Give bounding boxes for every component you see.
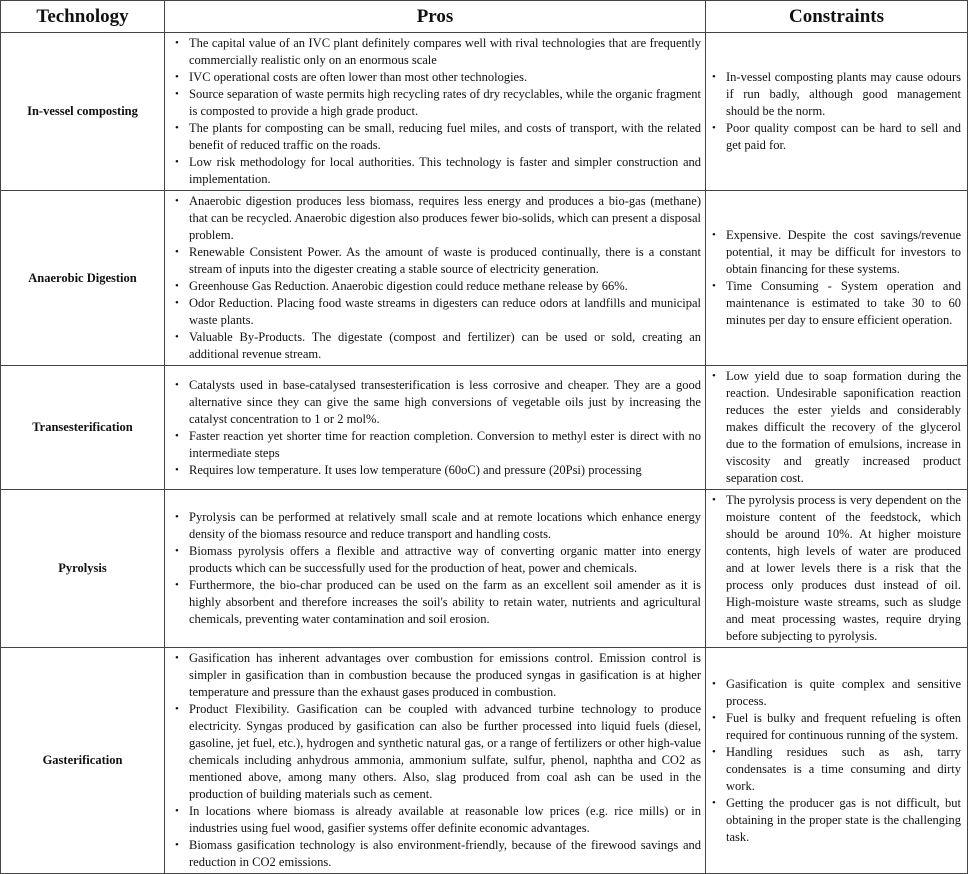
list-item: • Getting the producer gas is not difficult, but obtaining in the proper state is the challenging task.: [712, 795, 961, 846]
list-item: • Low risk methodology for local authorities. This technology is faster and simpler construction and implementation.: [175, 154, 701, 188]
list-item: • Furthermore, the bio-char produced can be used on the farm as an excellent soil amender as it is highly absorbent and therefore increases the soil's ability to retain water, nutrients and agricultural chemicals, preventing water contamination and soil erosion.: [175, 577, 701, 628]
list-item: • Time Consuming - System operation and maintenance is estimated to take 30 to 60 minutes per day to ensure efficient operation.: [712, 278, 961, 329]
constraints-list: [706, 490, 967, 647]
list-item: • Greenhouse Gas Reduction. Anaerobic digestion could reduce methane release by 66%.: [175, 278, 701, 295]
constraints-cell: [706, 33, 968, 191]
pros-cell: [165, 191, 706, 366]
list-item: • Source separation of waste permits high recycling rates of dry recyclables, while the organic fragment is composted to provide a high grade product.: [175, 86, 701, 120]
list-item: • IVC operational costs are often lower than most other technologies.: [175, 69, 701, 86]
list-item: • Catalysts used in base-catalysed transesterification is less corrosive and cheaper. They are a good alternative since they can give the same high conversions of vegetable oils just by increasing the catalyst concentration to 1 or 2 mol%.: [175, 377, 701, 428]
table-row: [1, 648, 968, 874]
list-item: • Odor Reduction. Placing food waste streams in digesters can reduce odors at landfills and municipal waste plants.: [175, 295, 701, 329]
table-row: [1, 33, 968, 191]
constraints-list: [706, 366, 967, 489]
list-item: • The pyrolysis process is very dependent on the moisture content of the feedstock, which should be around 10%. At higher moisture contents, high levels of water are produced and at lower levels there is a risk that the process only produces dust instead of oil. High-moisture waste streams, such as sludge and meat processing wastes, require drying before subjecting to pyrolysis.: [712, 492, 961, 645]
pros-list: [165, 507, 705, 630]
constraints-cell: [706, 191, 968, 366]
table-header: [1, 1, 968, 33]
pros-cell: [165, 490, 706, 648]
technology-cell: Transesterification: [1, 366, 165, 490]
header-technology: Technology: [1, 1, 165, 33]
technology-cell: Gasterification: [1, 648, 165, 874]
header-constraints: Constraints: [706, 1, 968, 33]
list-item: • Product Flexibility. Gasification can be coupled with advanced turbine technology to produce electricity. Syngas produced by gasification can also be further processed into liquid fuels (diesel, gasoline, jet fuel, etc.), hydrogen and synthetic natural gas, or a range of fertilizers or other high-value chemicals including anhydrous ammonia, ammonium sulfate, sulfur, phenol, naphtha and CO2 as mentioned above, among many others. Also, slag produced from coal ash can be used in the production of building materials such as cement.: [175, 701, 701, 803]
list-item: • Pyrolysis can be performed at relatively small scale and at remote locations which enhance energy density of the biomass resource and reduce transport and handling costs.: [175, 509, 701, 543]
list-item: • Faster reaction yet shorter time for reaction completion. Conversion to methyl ester is direct with no intermediate steps: [175, 428, 701, 462]
constraints-list: [706, 67, 967, 156]
list-item: • Valuable By-Products. The digestate (compost and fertilizer) can be used or sold, creating an additional revenue stream.: [175, 329, 701, 363]
header-row: [1, 1, 968, 33]
pros-cell: [165, 366, 706, 490]
constraints-list: [706, 674, 967, 848]
technology-cell: In-vessel composting: [1, 33, 165, 191]
list-item: • Poor quality compost can be hard to sell and get paid for.: [712, 120, 961, 154]
list-item: • In locations where biomass is already available at reasonable low prices (e.g. rice mills) or in industries using fuel wood, gasifier systems offer definite economic advantages.: [175, 803, 701, 837]
technology-cell: Anaerobic Digestion: [1, 191, 165, 366]
pros-list: [165, 191, 705, 365]
header-pros: Pros: [165, 1, 706, 33]
constraints-cell: [706, 490, 968, 648]
list-item: • Low yield due to soap formation during the reaction. Undesirable saponification reaction reduces the ester yields and considerably makes difficult the recovery of the glycerol due to the formation of emulsions, increase in viscosity and greatly increased product separation cost.: [712, 368, 961, 487]
list-item: • In-vessel composting plants may cause odours if run badly, although good management should be the norm.: [712, 69, 961, 120]
pros-list: [165, 375, 705, 481]
table-row: [1, 366, 968, 490]
constraints-list: [706, 225, 967, 331]
list-item: • Renewable Consistent Power. As the amount of waste is produced continually, there is a constant stream of inputs into the digester creating a stable source of electricity generation.: [175, 244, 701, 278]
list-item: • Requires low temperature. It uses low temperature (60oC) and pressure (20Psi) processing: [175, 462, 701, 479]
table-row: [1, 191, 968, 366]
list-item: • Gasification is quite complex and sensitive process.: [712, 676, 961, 710]
constraints-cell: [706, 648, 968, 874]
pros-cell: [165, 648, 706, 874]
pros-list: [165, 648, 705, 873]
list-item: • Anaerobic digestion produces less biomass, requires less energy and produces a bio-gas (methane) that can be recycled. Anaerobic digestion also produces fewer bio-solids, which can present a disposal problem.: [175, 193, 701, 244]
list-item: • Expensive. Despite the cost savings/revenue potential, it may be difficult for investors to obtain financing for these systems.: [712, 227, 961, 278]
list-item: • Biomass pyrolysis offers a flexible and attractive way of converting organic matter into energy products which can be successfully used for the production of heat, power and chemicals.: [175, 543, 701, 577]
list-item: • Handling residues such as ash, tarry condensates is a time consuming and dirty work.: [712, 744, 961, 795]
list-item: • Fuel is bulky and frequent refueling is often required for continuous running of the system.: [712, 710, 961, 744]
table-row: [1, 490, 968, 648]
pros-cell: [165, 33, 706, 191]
technology-cell: Pyrolysis: [1, 490, 165, 648]
list-item: • Biomass gasification technology is also environment-friendly, because of the firewood savings and reduction in CO2 emissions.: [175, 837, 701, 871]
list-item: • The plants for composting can be small, reducing fuel miles, and costs of transport, with the related benefit of reduced traffic on the roads.: [175, 120, 701, 154]
constraints-cell: [706, 366, 968, 490]
table-body: [1, 33, 968, 874]
list-item: • The capital value of an IVC plant definitely compares well with rival technologies that are frequently commercially realistic only on an enormous scale: [175, 35, 701, 69]
pros-list: [165, 33, 705, 190]
list-item: • Gasification has inherent advantages over combustion for emissions control. Emission control is simpler in gasification than in combustion because the produced syngas in gasification is at higher temperature and pressure than the exhaust gases produced in combustion.: [175, 650, 701, 701]
